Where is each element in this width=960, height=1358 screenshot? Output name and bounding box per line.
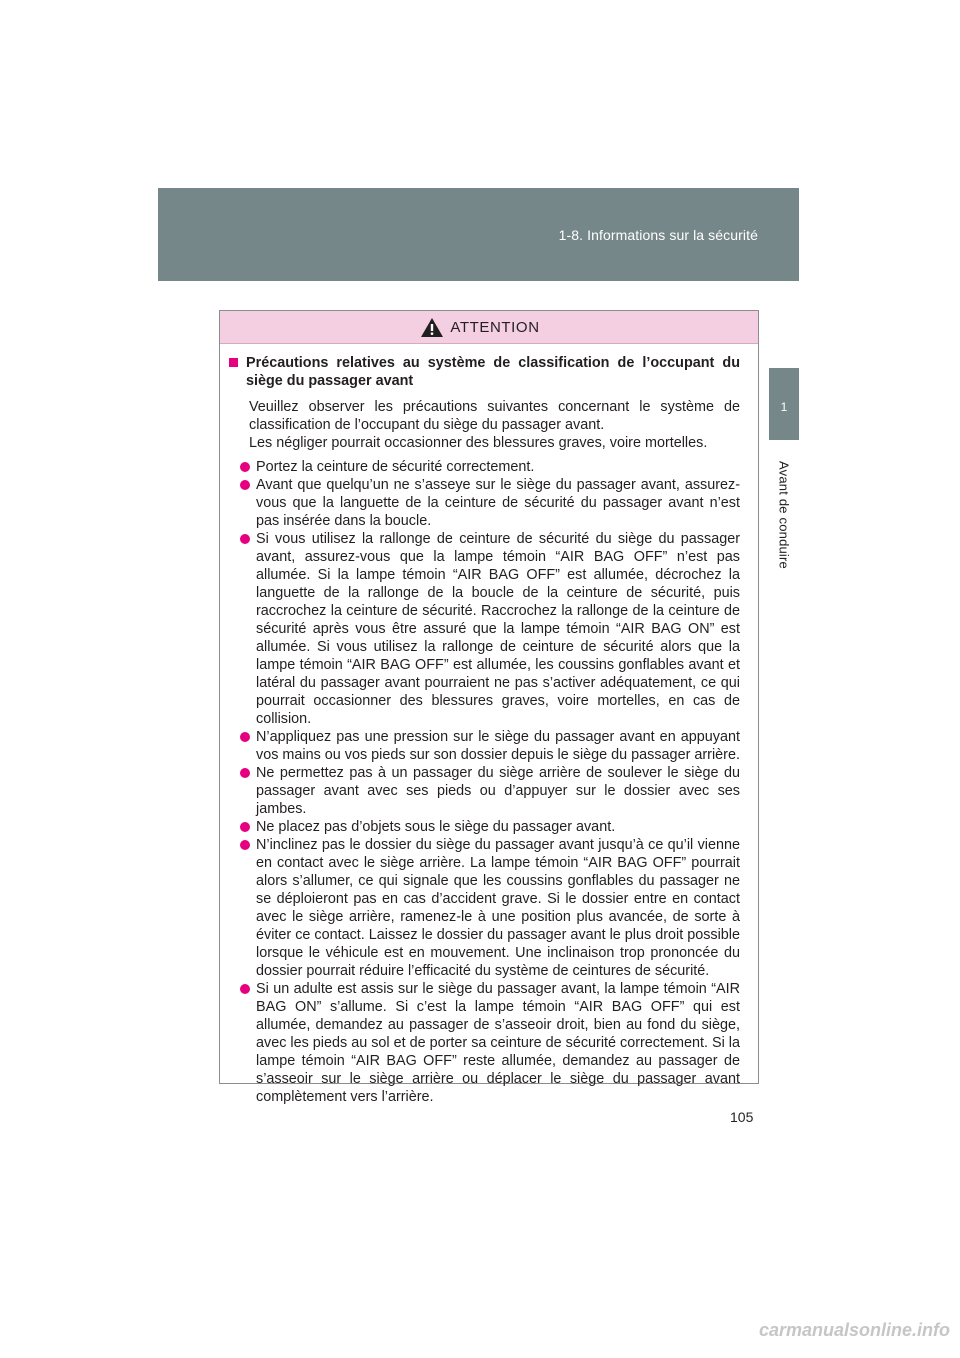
precaution-list	[240, 458, 740, 1106]
page-number: 105	[730, 1109, 754, 1125]
chapter-number: 1	[780, 400, 788, 414]
bullet-dot-icon	[240, 480, 250, 490]
list-item	[240, 980, 740, 1106]
list-item	[240, 764, 740, 818]
chapter-label	[764, 450, 804, 580]
bullet-dot-icon	[240, 732, 250, 742]
list-item	[240, 836, 740, 980]
list-item	[240, 728, 740, 764]
list-item-text: Si vous utilisez la rallonge de ceinture de sécurité du siège du passager avant, assurez-vous que la lampe témoin “AIR BAG OFF” n’est pas allumée. Si la lampe témoin “AIR BAG OFF” est allumée, décrochez la languette de la rallonge de la boucle de la ceinture de sécurité, puis raccrochez la ceinture de sécurité. Raccrochez la rallonge de la ceinture de sécurité après vous être assuré que la lampe témoin “AIR BAG ON” est allumée. Si vous utilisez la rallonge de ceinture de sécurité alors que la lampe témoin “AIR BAG OFF” est allumée, les coussins gonflables avant et latéral du passager avant pourraient ne pas s’activer adéquatement, ce qui pourrait occasionner des blessures graves, voire mortelles, en cas de collision.	[256, 531, 740, 727]
precaution-heading-text: Précautions relatives au système de classification de l’occupant du siège du passager avant	[246, 355, 740, 389]
bullet-dot-icon	[240, 462, 250, 472]
section-title: 1-8. Informations sur la sécurité	[558, 227, 758, 243]
intro-line: Veuillez observer les précautions suivantes concernant le système de classification de l’occupant du siège du passager avant.	[249, 399, 740, 433]
list-item-text: N’appliquez pas une pression sur le siège du passager avant en appuyant vos mains ou vos pieds sur son dossier depuis le siège du passager arrière.	[256, 729, 740, 763]
list-item-text: Si un adulte est assis sur le siège du passager avant, la lampe témoin “AIR BAG ON” s’allume. Si c’est la lampe témoin “AIR BAG OFF” qui est allumée, demandez au passager de s’asseoir droit, bien au fond du siège, avec les pieds au sol et de porter sa ceinture de sécurité correctement. Si la lampe témoin “AIR BAG OFF” reste allumée, demandez au passager de s’asseoir sur le siège arrière ou déplacer le siège du passager avant complètement vers l’arrière.	[256, 981, 740, 1105]
bullet-dot-icon	[240, 534, 250, 544]
list-item-text: Ne permettez pas à un passager du siège arrière de soulever le siège du passager avant avec ses pieds ou d’appuyer sur le dossier avec ses jambes.	[256, 765, 740, 817]
attention-title: ATTENTION	[450, 318, 540, 336]
list-item	[240, 818, 740, 836]
chapter-tab	[769, 368, 799, 440]
list-item	[240, 458, 740, 476]
watermark: carmanualsonline.info	[758, 1320, 950, 1340]
bullet-dot-icon	[240, 768, 250, 778]
precaution-heading	[229, 354, 740, 390]
list-item	[240, 530, 740, 728]
list-item-text: Portez la ceinture de sécurité correctement.	[256, 459, 535, 475]
section-header-band	[158, 188, 799, 281]
list-item-text: Ne placez pas d’objets sous le siège du passager avant.	[256, 819, 616, 835]
intro-line: Les négliger pourrait occasionner des blessures graves, voire mortelles.	[249, 435, 708, 451]
list-item-text: Avant que quelqu’un ne s’asseye sur le siège du passager avant, assurez-vous que la languette de la ceinture de sécurité du passager avant n’est pas insérée dans la boucle.	[256, 477, 740, 529]
square-bullet-icon	[229, 358, 238, 367]
attention-body	[220, 344, 758, 1106]
list-item	[240, 476, 740, 530]
list-item-text: N’inclinez pas le dossier du siège du passager avant jusqu’à ce qu’il vienne en contact avec le siège arrière. La lampe témoin “AIR BAG OFF” pourrait alors s’allumer, ce qui signale que les coussins gonflables du passager ne se déploieront pas en cas d’accident grave. Si le dossier entre en contact avec le siège arrière, ramenez-le à une position plus avancée, de sorte à éviter ce contact. Laissez le dossier du passager avant le plus droit possible lorsque le véhicule est en mouvement. Une inclinaison trop prononcée du dossier pourrait réduire l’efficacité du système de ceintures de sécurité.	[256, 837, 740, 979]
bullet-dot-icon	[240, 822, 250, 832]
warning-icon	[420, 317, 444, 338]
attention-header	[220, 311, 758, 344]
intro-paragraph	[249, 398, 740, 452]
bullet-dot-icon	[240, 840, 250, 850]
attention-box	[219, 310, 759, 1105]
chapter-label-text: Avant de conduire	[776, 461, 792, 569]
bullet-dot-icon	[240, 984, 250, 994]
